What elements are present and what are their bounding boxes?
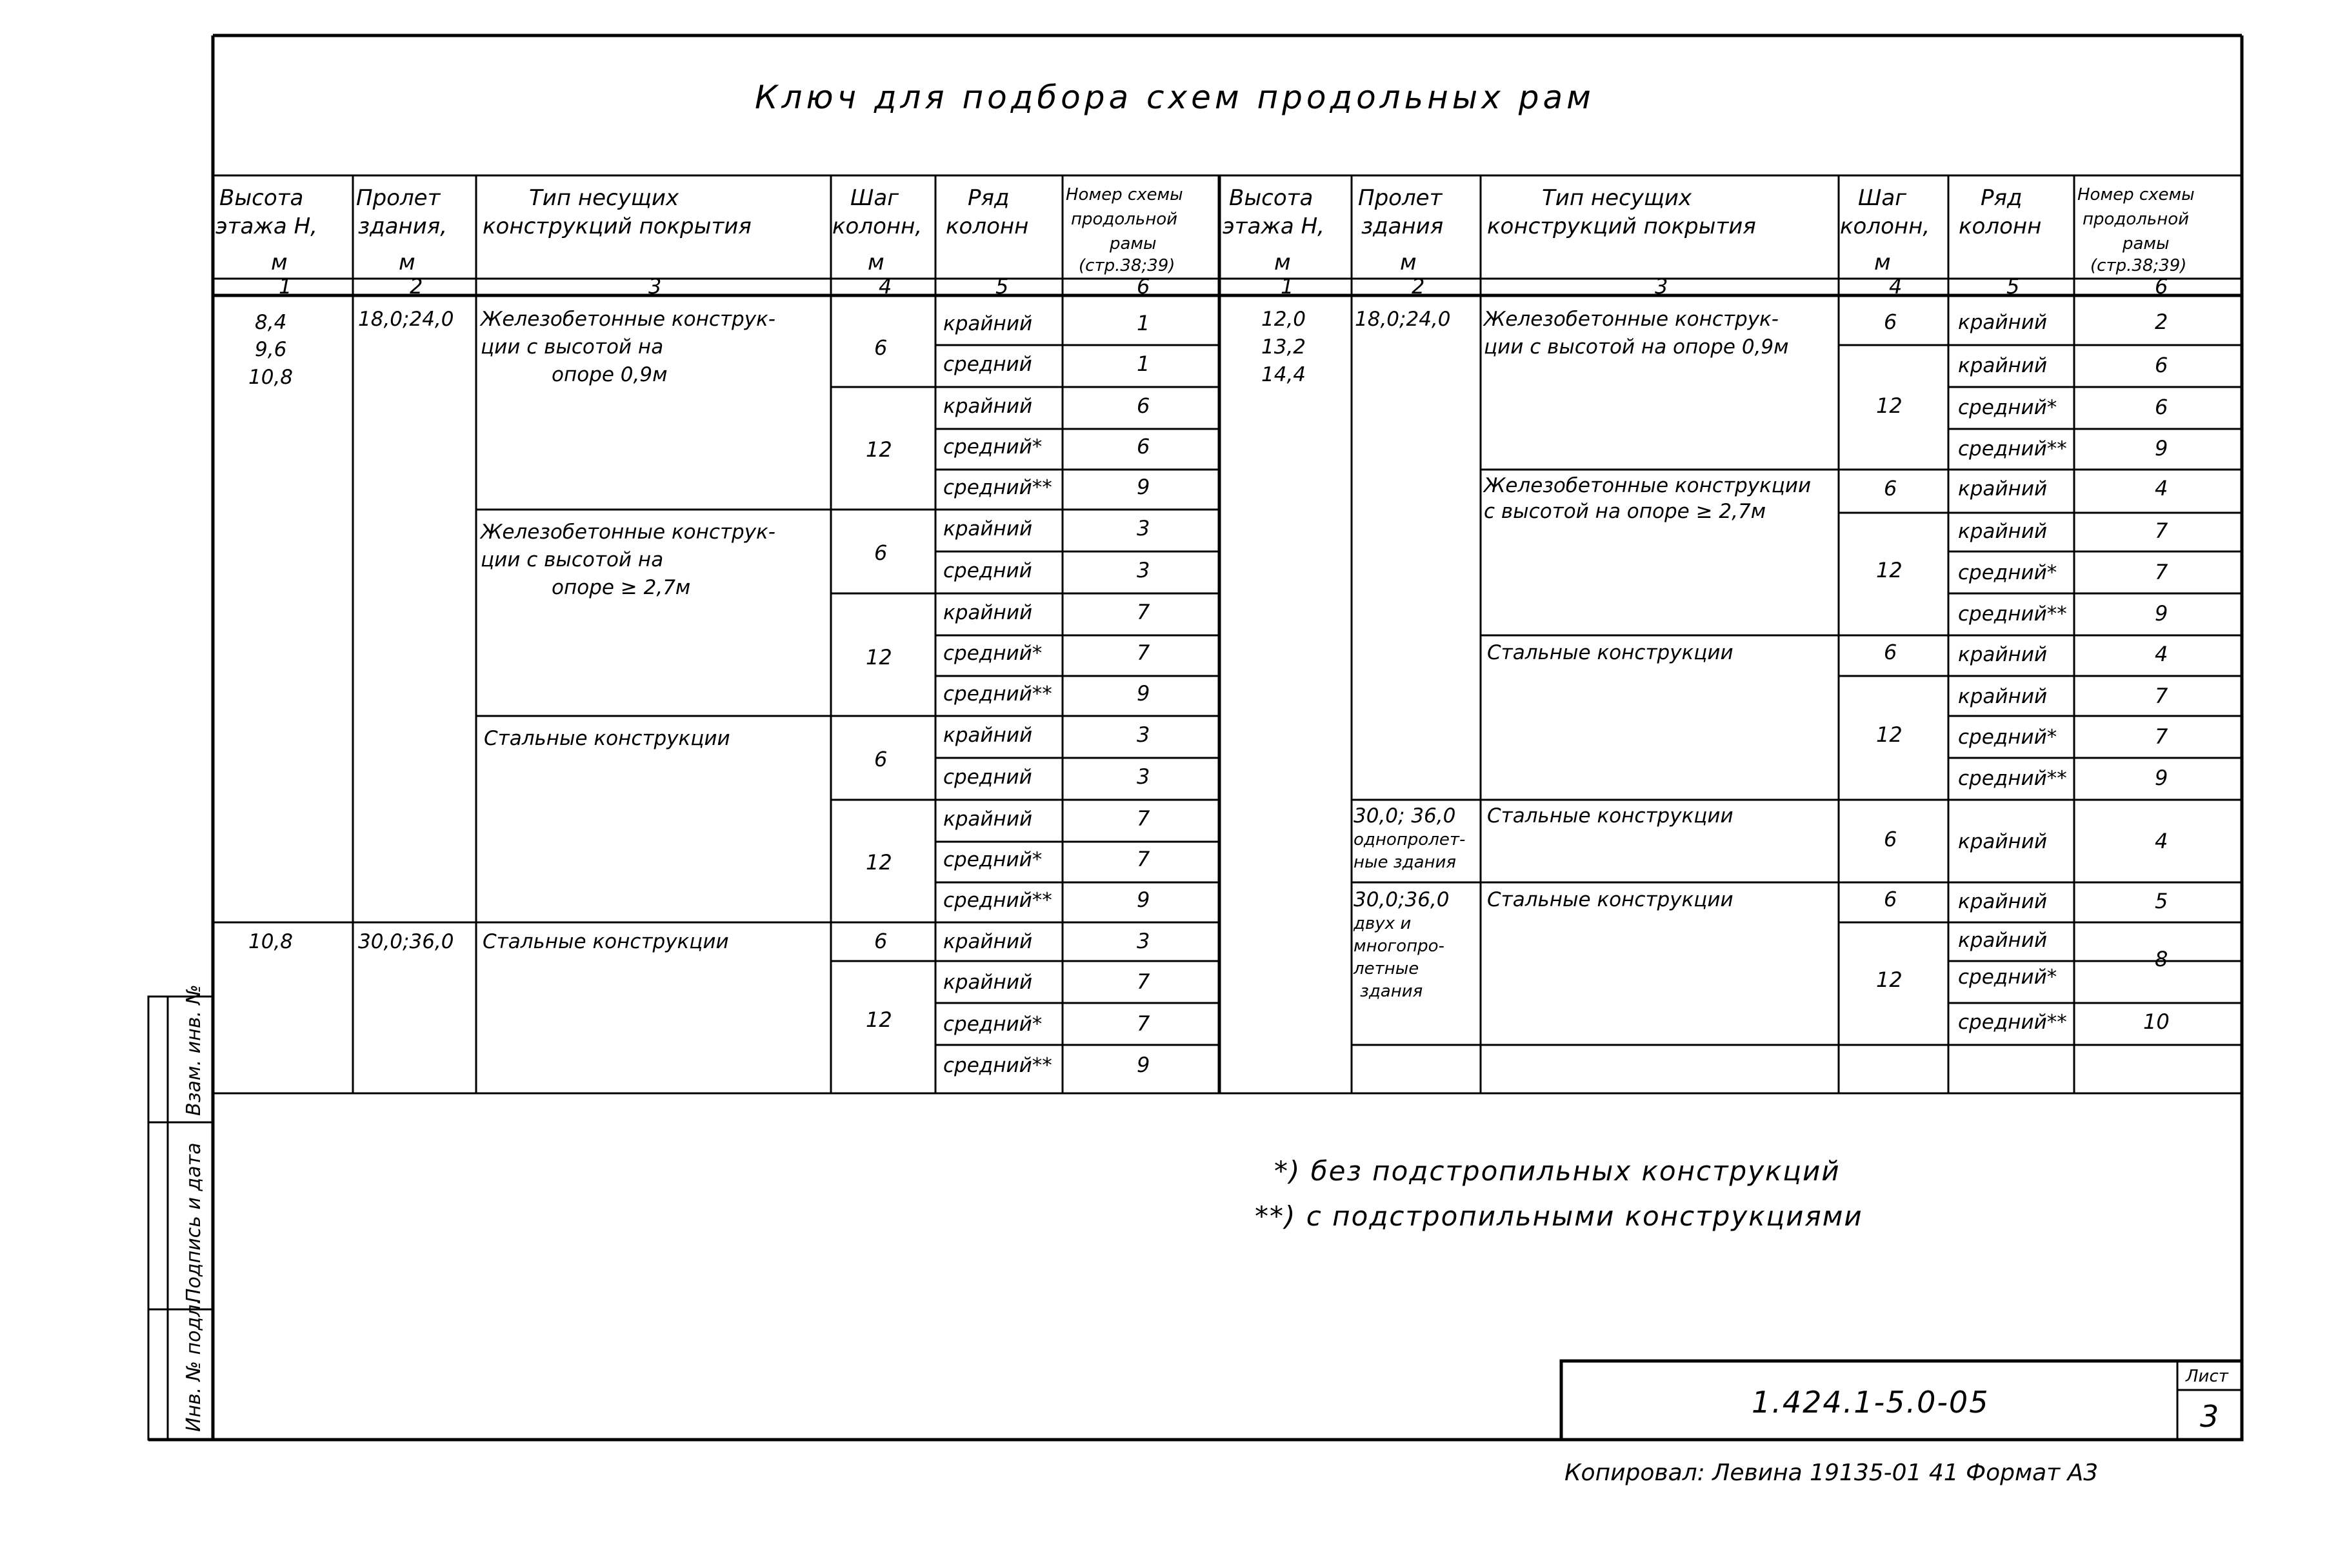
table-cell-text: Ряд bbox=[1981, 185, 2023, 211]
table-cell-text: средний* bbox=[943, 1013, 1043, 1036]
table-cell-text: Взам. инв. № bbox=[183, 984, 205, 1116]
table-cell-text: 3 bbox=[1137, 929, 1150, 953]
document-code: 1.424.1-5.0-05 bbox=[1752, 1385, 1990, 1420]
table-cell-text: Шаг bbox=[850, 185, 899, 211]
footer-copy-info: Копировал: Левина 19135-01 41 Формат А3 bbox=[1564, 1460, 2099, 1486]
table-cell-text: 4 bbox=[1889, 274, 1903, 299]
table-cell-text: 7 bbox=[1137, 847, 1150, 871]
table-cell-text: м bbox=[271, 250, 288, 275]
table-cell-text: 9 bbox=[1137, 681, 1150, 706]
table-cell-text: 12 bbox=[866, 850, 892, 875]
table-cell-text: средний** bbox=[1958, 602, 2067, 626]
table-cell-text: средний** bbox=[943, 889, 1052, 912]
table-cell-text: Номер схемы bbox=[1066, 185, 1183, 204]
table-cell-text: 12,0 bbox=[1261, 308, 1306, 331]
table-cell-text: 2 bbox=[410, 274, 423, 299]
table-cell-text: 5 bbox=[2006, 274, 2020, 299]
table-cell-text: 7 bbox=[2155, 519, 2168, 543]
table-cell-text: этажа Н, bbox=[1223, 213, 1324, 239]
table-cell-text: крайний bbox=[943, 395, 1033, 418]
table-cell-text: колонн, bbox=[1840, 213, 1930, 239]
table-cell-text: 9 bbox=[1137, 475, 1150, 499]
footnotes bbox=[1255, 1155, 1863, 1232]
table-cell-text: крайний bbox=[943, 724, 1033, 747]
table-cell-text: 6 bbox=[1137, 434, 1150, 459]
table-cell-text: 7 bbox=[2155, 724, 2168, 749]
table-cell-text: 6 bbox=[874, 747, 888, 771]
table-cell-text: крайний bbox=[943, 930, 1033, 953]
table-cell-text: здания, bbox=[358, 213, 448, 239]
table-cell-text: Стальные конструкции bbox=[484, 727, 730, 750]
table-cell-text: колонн bbox=[946, 213, 1029, 239]
table-cell-text: Железобетонные конструкции bbox=[1484, 474, 1812, 497]
table-cell-text: 7 bbox=[2155, 684, 2168, 708]
table-cell-text: 3 bbox=[1655, 274, 1668, 299]
table-cell-text: средний** bbox=[1958, 767, 2067, 790]
table-cell-text: Стальные конструкции bbox=[1487, 641, 1734, 664]
table-cell-text: м bbox=[1400, 250, 1417, 275]
table-cell-text: рамы bbox=[2123, 234, 2170, 253]
table-cell-text: Стальные конструкции bbox=[1487, 888, 1734, 911]
table-cell-text: колонн bbox=[1959, 213, 2042, 239]
table-cell-text: конструкций покрытия bbox=[1487, 213, 1756, 239]
table-cell-text: 1 bbox=[1281, 274, 1294, 299]
table-cell-text: Стальные конструкции bbox=[1487, 804, 1734, 828]
table-cell-text: средний* bbox=[1958, 396, 2057, 419]
table-cell-text: Стальные конструкции bbox=[483, 930, 729, 953]
table-cell-text: Железобетонные конструк- bbox=[481, 308, 775, 331]
table-cell-text: 10,8 bbox=[248, 366, 294, 389]
table-cell-text: 12 bbox=[1876, 968, 1903, 992]
table-cell-text: средний* bbox=[1958, 561, 2057, 584]
table-cell-text: 4 bbox=[879, 274, 892, 299]
table-cell-text: Железобетонные конструк- bbox=[1484, 308, 1779, 331]
table-cell-text: крайний bbox=[1958, 890, 2048, 913]
table-cell-text: 9 bbox=[2155, 766, 2168, 790]
table-cell-text: средний bbox=[943, 353, 1032, 376]
table-cell-text: Подпись и дата bbox=[183, 1142, 205, 1303]
table-cell-text: Инв. № подл. bbox=[183, 1298, 205, 1432]
table-cell-text: 6 bbox=[1137, 274, 1150, 299]
table-cell-text: крайний bbox=[1958, 520, 2048, 543]
table-cell-text: 6 bbox=[874, 541, 888, 565]
page-title: Ключ для подбора схем продольных рам bbox=[755, 79, 1595, 116]
table-cell-text: крайний bbox=[1958, 354, 2048, 377]
table-cell-text: (стр.38;39) bbox=[1079, 256, 1175, 275]
table-cell-text: средний** bbox=[1958, 437, 2067, 461]
table-cell-text: Пролет bbox=[356, 185, 441, 211]
title-block-stamp bbox=[1561, 1361, 2242, 1440]
table-cell-text: 4 bbox=[2155, 476, 2168, 501]
table-cell-text: 7 bbox=[2155, 560, 2168, 584]
table-cell-text: 30,0;36,0 bbox=[358, 930, 454, 953]
table-cell-text: 6 bbox=[1137, 393, 1150, 418]
table-cell-text: средний bbox=[943, 766, 1032, 789]
table-cell-text: Пролет bbox=[1358, 185, 1443, 211]
table-cell-text: 3 bbox=[1137, 722, 1150, 747]
table-cell-text: 5 bbox=[995, 274, 1009, 299]
right-table-body bbox=[1261, 308, 2170, 1034]
table-cell-text: 7 bbox=[1137, 600, 1150, 624]
table-cell-text: с высотой на опоре ≥ 2,7м bbox=[1484, 500, 1766, 523]
table-cell-text: 10,8 bbox=[248, 930, 294, 953]
table-cell-text: 2 bbox=[2155, 310, 2168, 334]
table-cell-text: летные bbox=[1354, 959, 1419, 978]
table-cell-text: этажа Н, bbox=[215, 213, 317, 239]
table-cell-text: м bbox=[399, 250, 415, 275]
table-cell-text: ные здания bbox=[1354, 853, 1457, 872]
table-cell-text: средний bbox=[943, 559, 1032, 582]
table-cell-text: 9 bbox=[2155, 436, 2168, 461]
table-cell-text: 9 bbox=[1137, 1053, 1150, 1077]
table-cell-text: крайний bbox=[1958, 311, 2048, 334]
table-cell-text: Высота bbox=[219, 185, 304, 211]
table-cell-text: 6 bbox=[874, 929, 888, 953]
table-cell-text: 6 bbox=[1884, 476, 1897, 501]
table-cell-text: средний* bbox=[1958, 966, 2057, 989]
table-cell-text: Шаг bbox=[1858, 185, 1907, 211]
table-cell-text: 3 bbox=[1137, 516, 1150, 541]
table-cell-text: 6 bbox=[1884, 827, 1897, 851]
table-cell-text: 6 bbox=[874, 335, 888, 360]
table-cell-text: крайний bbox=[943, 971, 1033, 994]
table-cell-text: Номер схемы bbox=[2077, 185, 2195, 204]
table-cell-text: 7 bbox=[1137, 640, 1150, 665]
table-cell-text: средний** bbox=[943, 1054, 1052, 1077]
header-right bbox=[1223, 185, 2195, 275]
table-cell-text: 9 bbox=[2155, 601, 2168, 626]
table-cell-text: 3 bbox=[648, 274, 662, 299]
side-stamp bbox=[148, 984, 213, 1440]
table-cell-text: 12 bbox=[1876, 722, 1903, 747]
table-cell-text: многопро- bbox=[1354, 937, 1444, 956]
sheet-label: Лист bbox=[2186, 1367, 2228, 1386]
table-cell-text: здания bbox=[1360, 982, 1423, 1001]
table-cell-text: Тип несущих bbox=[1542, 185, 1692, 211]
table-cell-text: средний** bbox=[1958, 1011, 2067, 1034]
table-cell-text: крайний bbox=[943, 601, 1033, 624]
table-cell-text: м bbox=[1874, 250, 1891, 275]
table-cell-text: средний* bbox=[943, 848, 1043, 871]
table-cell-text: м bbox=[868, 250, 884, 275]
table-cell-text: опоре ≥ 2,7м bbox=[552, 576, 691, 599]
table-cell-text: 4 bbox=[2155, 642, 2168, 666]
table-cell-text: 6 bbox=[1884, 310, 1897, 334]
table-cell-text: 12 bbox=[1876, 393, 1903, 418]
table-cell-text: 1 bbox=[279, 274, 292, 299]
table-cell-text: 2 bbox=[1412, 274, 1425, 299]
table-cell-text: крайний bbox=[1958, 929, 2048, 952]
table-cell-text: 8,4 bbox=[255, 311, 287, 334]
table-cell-text: Железобетонные конструк- bbox=[481, 521, 775, 544]
table-cell-text: 14,4 bbox=[1261, 363, 1306, 386]
table-cell-text: 6 bbox=[1884, 640, 1897, 664]
table-cell-text: 9 bbox=[1137, 888, 1150, 912]
table-cell-text: крайний bbox=[1958, 685, 2048, 708]
table-cell-text: 1 bbox=[1137, 352, 1150, 376]
table-cell-text: 13,2 bbox=[1261, 335, 1306, 359]
table-cell-text: 10 bbox=[2143, 1009, 2170, 1034]
table-cell-text: 7 bbox=[1137, 806, 1150, 831]
table-cell-text: 12 bbox=[866, 645, 892, 670]
table-cell-text: 30,0; 36,0 bbox=[1354, 804, 1456, 828]
table-cell-text: 7 bbox=[1137, 969, 1150, 994]
table-cell-text: колонн, bbox=[832, 213, 923, 239]
table-cell-text: 30,0;36,0 bbox=[1354, 888, 1450, 911]
sheet-number: 3 bbox=[2200, 1399, 2221, 1434]
table-cell-text: Ряд bbox=[968, 185, 1010, 211]
table-cell-text: м bbox=[1274, 250, 1291, 275]
table-cell-text: продольной bbox=[1071, 210, 1178, 229]
table-cell-text: крайний bbox=[943, 808, 1033, 831]
table-cell-text: средний* bbox=[943, 642, 1043, 665]
table-cell-text: 6 bbox=[2155, 395, 2168, 419]
table-cell-text: 5 bbox=[2155, 889, 2168, 913]
table-cell-text: рамы bbox=[1110, 234, 1157, 253]
table-cell-text: 8 bbox=[2155, 947, 2168, 971]
table-cell-text: 6 bbox=[2155, 353, 2168, 377]
table-cell-text: 18,0;24,0 bbox=[358, 308, 454, 331]
table-cell-text: крайний bbox=[1958, 830, 2048, 853]
table-cell-text: двух и bbox=[1354, 914, 1412, 933]
table-cell-text: конструкций покрытия bbox=[483, 213, 752, 239]
table-cell-text: 3 bbox=[1137, 558, 1150, 582]
table-cell-text: ции с высотой на bbox=[481, 335, 664, 359]
table-cell-text: средний* bbox=[1958, 726, 2057, 749]
table-cell-text: средний* bbox=[943, 435, 1043, 459]
table-cell-text: ции с высотой на bbox=[481, 548, 664, 571]
table-cell-text: 3 bbox=[1137, 764, 1150, 789]
table-cell-text: однопролет- bbox=[1354, 830, 1466, 849]
table-cell-text: 1 bbox=[1137, 311, 1150, 335]
table-cell-text: (стр.38;39) bbox=[2090, 256, 2187, 275]
sheet-frame bbox=[148, 35, 2242, 1440]
table-cell-text: ции с высотой на опоре 0,9м bbox=[1484, 335, 1789, 359]
table-cell-text: Тип несущих bbox=[529, 185, 679, 211]
table-cell-text: здания bbox=[1361, 213, 1444, 239]
table-cell-text: *) без подстропильных конструкций bbox=[1274, 1155, 1841, 1187]
table-cell-text: 4 bbox=[2155, 829, 2168, 853]
table-cell-text: 18,0;24,0 bbox=[1355, 308, 1451, 331]
table-cell-text: 6 bbox=[1884, 887, 1897, 911]
table-cell-text: крайний bbox=[1958, 643, 2048, 666]
table-cell-text: Высота bbox=[1229, 185, 1314, 211]
table-cell-text: 12 bbox=[866, 1007, 892, 1032]
table-cell-text: 6 bbox=[2155, 274, 2168, 299]
table-cell-text: 7 bbox=[1137, 1011, 1150, 1036]
table-cell-text: **) с подстропильными конструкциями bbox=[1255, 1200, 1863, 1232]
table-cell-text: средний** bbox=[943, 476, 1052, 499]
table-cell-text: продольной bbox=[2083, 210, 2190, 229]
table-cell-text: 9,6 bbox=[255, 338, 287, 361]
table-cell-text: опоре 0,9м bbox=[552, 363, 668, 386]
table-cell-text: крайний bbox=[943, 312, 1033, 335]
header-left bbox=[215, 185, 1183, 275]
table-cell-text: крайний bbox=[943, 517, 1033, 541]
table-cell-text: 12 bbox=[866, 437, 892, 462]
table-cell-text: 12 bbox=[1876, 558, 1903, 582]
table-cell-text: средний** bbox=[943, 682, 1052, 706]
table-cell-text: крайний bbox=[1958, 477, 2048, 501]
